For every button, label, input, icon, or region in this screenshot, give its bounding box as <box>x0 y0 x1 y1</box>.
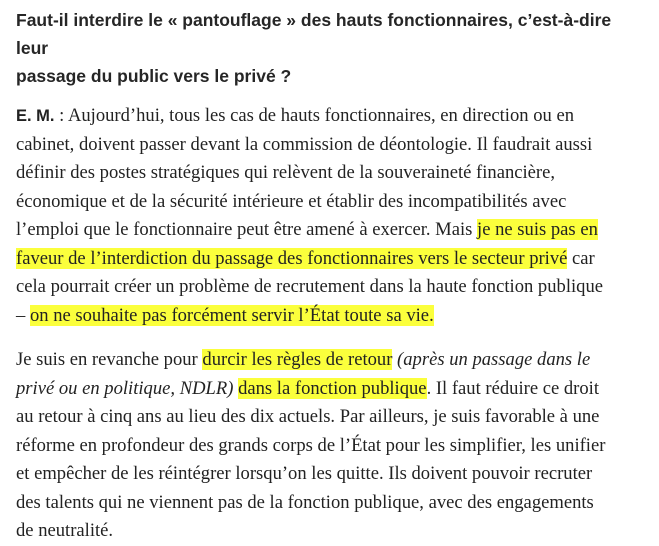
highlighted-text: dans la fonction publique <box>238 377 427 399</box>
answer-line: définir des postes stratégiques qui relèvent de la souveraineté financière, <box>16 162 556 183</box>
answer-line <box>16 102 645 131</box>
answer-line: au retour à cinq ans au lieu des dix actuels. Par ailleurs, je suis favorable à une <box>16 406 600 427</box>
answer-text: car <box>567 247 595 269</box>
editor-note: privé ou en politique, NDLR) <box>16 377 234 399</box>
answer-line: cabinet, doivent passer devant la commission de déontologie. Il faudrait aussi <box>16 133 593 155</box>
answer-text: Je suis en revanche pour <box>16 349 203 370</box>
answer-line: et empêcher de les réintégrer lorsqu’on les quitte. Ils doivent pouvoir recruter <box>16 463 593 484</box>
speaker-initials: E. M. <box>16 107 55 125</box>
answer-line: réforme en profondeur des grands corps de l’État pour les simplifier, les unifier <box>16 434 606 456</box>
question-line: passage du public vers le privé ? <box>16 66 292 86</box>
editor-note: (après un passage dans le <box>392 349 591 370</box>
answer-line <box>16 245 645 274</box>
highlighted-text: je ne suis pas en <box>477 219 598 240</box>
answer-paragraph-1 <box>16 102 645 330</box>
highlighted-text: faveur de l’interdiction du passage des fonctionnaires vers le secteur privé <box>16 247 568 269</box>
answer-text: . Il faut réduire ce droit <box>426 377 599 399</box>
highlighted-text: on ne souhaite pas forcément servir l’État toute sa vie. <box>29 304 434 326</box>
answer-line: de neutralité. <box>16 520 114 541</box>
highlighted-text: durcir les règles de retour <box>202 349 393 370</box>
answer-line <box>16 302 645 331</box>
answer-line: économique et de la sécurité intérieure et établir des incompatibilités avec <box>16 190 567 212</box>
question-line: Faut-il interdire le « pantouflage » des hauts fonctionnaires, c’est-à-dire leur <box>16 10 612 58</box>
answer-line: des talents qui ne viennent pas de la fonction publique, avec des engagements <box>16 491 594 513</box>
answer-line <box>16 216 645 245</box>
answer-text: – <box>16 304 30 326</box>
answer-paragraph-2 <box>16 346 645 546</box>
answer-text: l’emploi que le fonctionnaire peut être amené à exercer. Mais <box>16 219 478 240</box>
answer-text: : Aujourd’hui, tous les cas de hauts fonctionnaires, en direction ou en <box>54 105 574 126</box>
answer-line <box>16 375 645 404</box>
interview-question <box>16 6 645 90</box>
answer-line: cela pourrait créer un problème de recrutement dans la haute fonction publique <box>16 276 604 297</box>
answer-line <box>16 346 645 375</box>
